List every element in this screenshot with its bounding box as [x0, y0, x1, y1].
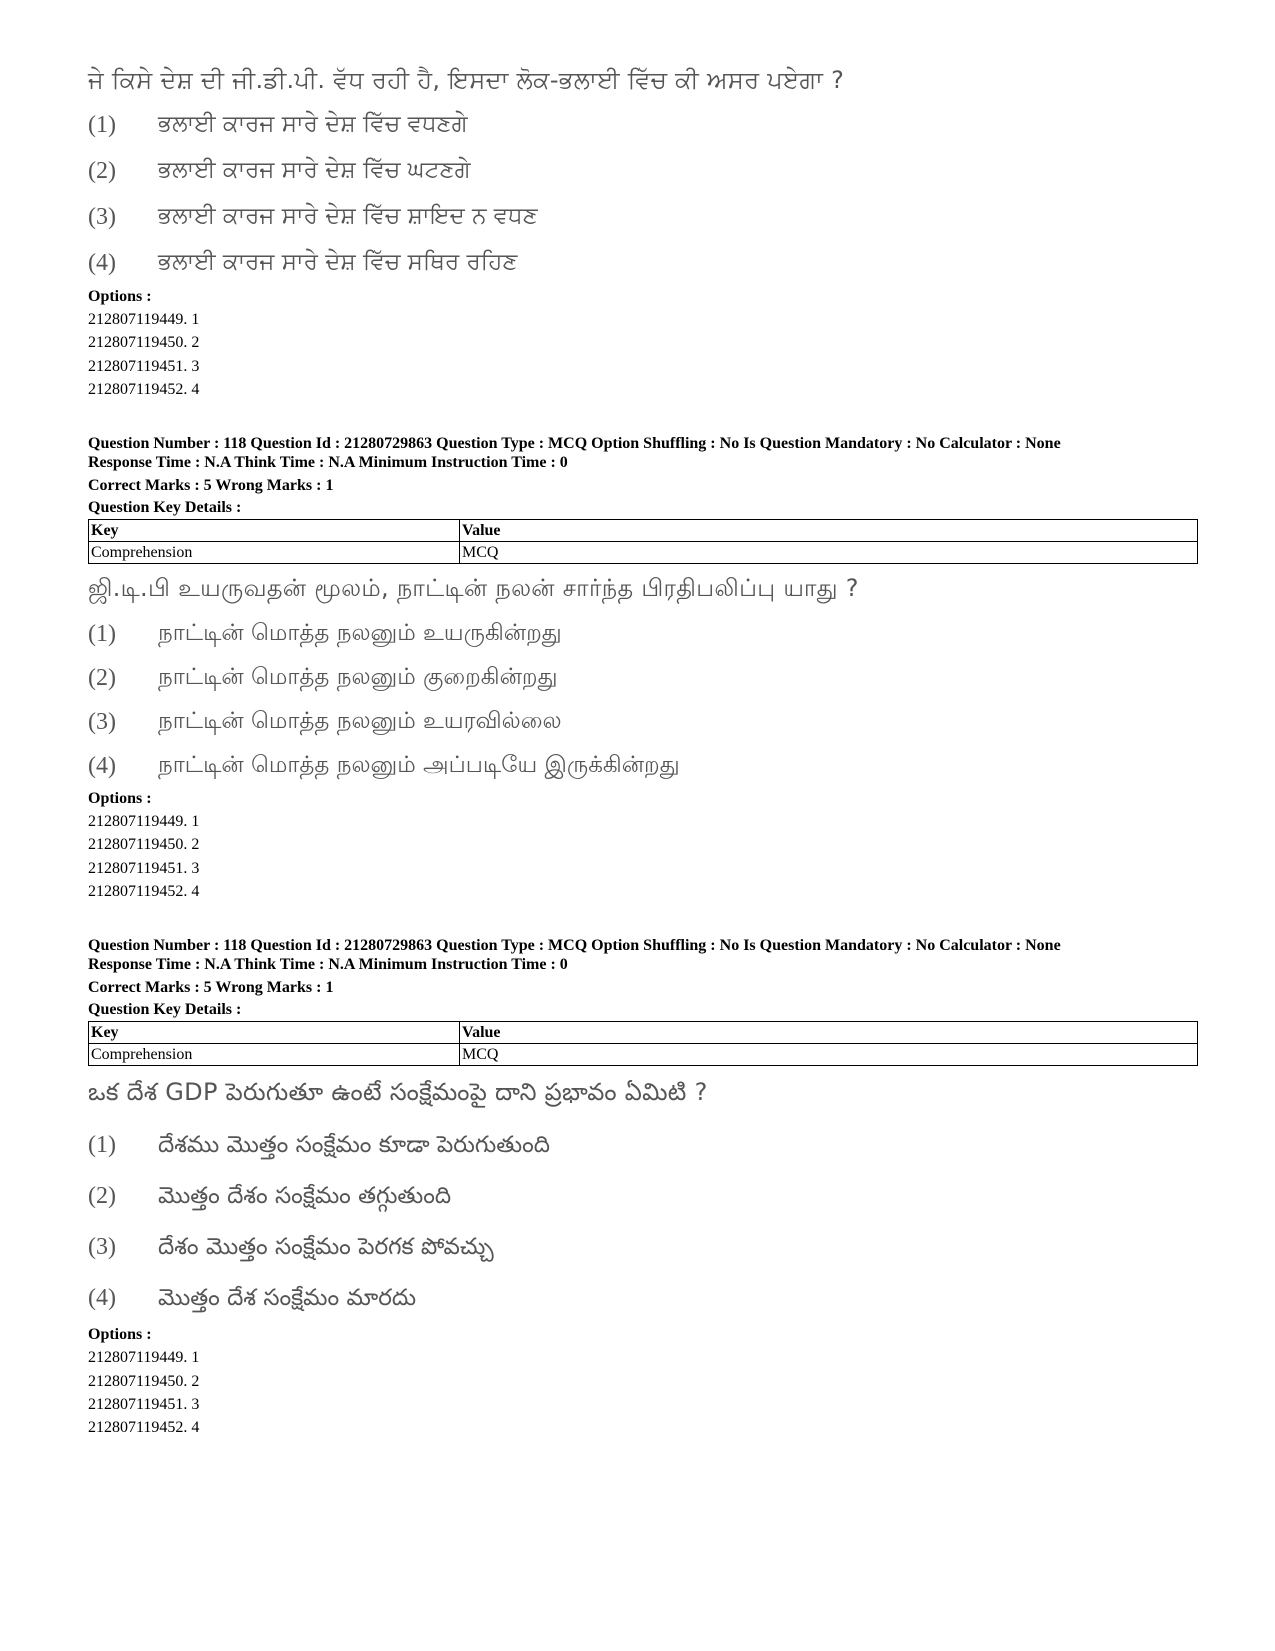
option-id-line: 212807119449. 1 [88, 1349, 200, 1367]
timing-meta-line: Response Time : N.A Think Time : N.A Minimum Instruction Time : 0 [88, 453, 568, 471]
answer-number: (3) [88, 708, 116, 735]
option-id-line: 212807119449. 1 [88, 311, 200, 328]
answer-text: நாட்டின் மொத்த நலனும் அப்படியே இருக்கின்றது [158, 752, 680, 779]
answer-number: (2) [88, 157, 116, 184]
answer-choice [88, 102, 1198, 148]
table-cell-key: Comprehension [89, 1044, 460, 1066]
answer-number: (4) [88, 752, 116, 779]
option-id-line: 212807119450. 2 [88, 1372, 200, 1390]
answer-number: (4) [88, 249, 116, 276]
answer-text: ਭਲਾਈ ਕਾਰਜ ਸਾਰੇ ਦੇਸ਼ ਵਿੱਚ ਘਟਣਗੇ [158, 157, 471, 184]
table-header-row [89, 520, 1198, 542]
option-id-line: 212807119450. 2 [88, 334, 200, 352]
answer-text: ਭਲਾਈ ਕਾਰਜ ਸਾਰੇ ਦੇਸ਼ ਵਿੱਚ ਸਥਿਰ ਰਹਿਣ [158, 249, 518, 276]
question-block-telugu [88, 937, 1198, 1439]
answer-choice [88, 700, 1198, 744]
timing-meta-line: Response Time : N.A Think Time : N.A Minimum Instruction Time : 0 [88, 955, 568, 973]
answer-number: (2) [88, 664, 116, 691]
table-header-value: Value [460, 520, 1198, 542]
option-id-line: 212807119452. 4 [88, 380, 200, 398]
table-header-row [89, 1022, 1198, 1044]
answer-choice [88, 612, 1198, 656]
answer-choice [88, 240, 1198, 286]
option-id-line: 212807119449. 1 [88, 813, 200, 831]
answer-text: நாட்டின் மொத்த நலனும் உயருகின்றது [158, 620, 562, 647]
answer-text: దేశం మొత్తం సంక్షేమం పెరగక పోవచ్చు [158, 1234, 494, 1261]
table-header-value: Value [460, 1022, 1198, 1044]
marks-line: Correct Marks : 5 Wrong Marks : 1 [88, 477, 334, 495]
marks-line: Correct Marks : 5 Wrong Marks : 1 [88, 979, 334, 997]
table-cell-key: Comprehension [89, 542, 460, 564]
option-id-line: 212807119450. 2 [88, 836, 200, 854]
table-cell-value: MCQ [460, 1044, 1198, 1066]
answer-number: (3) [88, 203, 116, 230]
question-text: ஜி.டி.பி உயருவதன் மூலம், நாட்டின் நலன் சார்ந்த பிரதிபலிப்பு யாது ? [88, 574, 859, 603]
table-header-key: Key [89, 520, 460, 542]
table-row [89, 1044, 1198, 1066]
answer-text: మొత్తం దేశ సంక్షేమం మారదు [158, 1285, 417, 1312]
option-id-line: 212807119451. 3 [88, 1395, 200, 1413]
table-cell-value: MCQ [460, 542, 1198, 564]
key-details-label: Question Key Details : [88, 499, 242, 517]
answer-text: దేశము మొత్తం సంక్షేమం కూడా పెరుగుతుంది [158, 1132, 550, 1159]
key-details-table [88, 519, 1198, 564]
answer-choice [88, 744, 1198, 788]
answer-text: நாட்டின் மொத்த நலனும் உயரவில்லை [158, 708, 562, 735]
question-meta-line: Question Number : 118 Question Id : 21280729863 Question Type : MCQ Option Shuffling : No Is Question Mandatory : No Calculator : None [88, 435, 1061, 453]
answer-choice [88, 194, 1198, 240]
answer-text: ਭਲਾਈ ਕਾਰਜ ਸਾਰੇ ਦੇਸ਼ ਵਿੱਚ ਸ਼ਾਇਦ ਨ ਵਧਣ [158, 203, 538, 230]
question-block-punjabi [88, 60, 1198, 401]
answer-number: (1) [88, 620, 116, 647]
options-label: Options : [88, 1326, 152, 1344]
answer-number: (2) [88, 1183, 116, 1210]
answer-number: (4) [88, 1285, 116, 1312]
answer-number: (3) [88, 1234, 116, 1261]
question-block-tamil [88, 435, 1198, 903]
answer-choice [88, 148, 1198, 194]
key-details-label: Question Key Details : [88, 1001, 242, 1019]
answer-text: మొత్తం దేశం సంక్షేమం తగ్గుతుంది [158, 1183, 452, 1210]
answer-choice [88, 656, 1198, 700]
document-page [88, 60, 1198, 1440]
answer-text: நாட்டின் மொத்த நலனும் குறைகின்றது [158, 664, 558, 691]
answer-number: (1) [88, 1132, 116, 1159]
options-label: Options : [88, 790, 152, 808]
answer-choice [88, 1120, 1198, 1171]
option-id-line: 212807119452. 4 [88, 1419, 200, 1437]
option-id-line: 212807119452. 4 [88, 883, 200, 901]
option-id-line: 212807119451. 3 [88, 357, 200, 375]
answer-choice [88, 1222, 1198, 1273]
answer-text: ਭਲਾਈ ਕਾਰਜ ਸਾਰੇ ਦੇਸ਼ ਵਿੱਚ ਵਧਣਗੇ [158, 111, 468, 138]
options-label: Options : [88, 288, 152, 305]
key-details-table [88, 1021, 1198, 1066]
answer-choice [88, 1273, 1198, 1324]
question-meta-line: Question Number : 118 Question Id : 21280729863 Question Type : MCQ Option Shuffling : No Is Question Mandatory : No Calculator : None [88, 937, 1061, 955]
answer-number: (1) [88, 111, 116, 138]
table-row [89, 542, 1198, 564]
option-id-line: 212807119451. 3 [88, 859, 200, 877]
question-text: ఒక దేశ GDP పెరుగుతూ ఉంటే సంక్షేమంపై దాని ప్రభావం ఏమిటి ? [88, 1078, 708, 1107]
answer-choice [88, 1171, 1198, 1222]
table-header-key: Key [89, 1022, 460, 1044]
question-text: ਜੇ ਕਿਸੇ ਦੇਸ਼ ਦੀ ਜੀ.ਡੀ.ਪੀ. ਵੱਧ ਰਹੀ ਹੈ, ਇਸਦਾ ਲੋਕ-ਭਲਾਈ ਵਿੱਚ ਕੀ ਅਸਰ ਪਏਗਾ ? [88, 66, 845, 94]
